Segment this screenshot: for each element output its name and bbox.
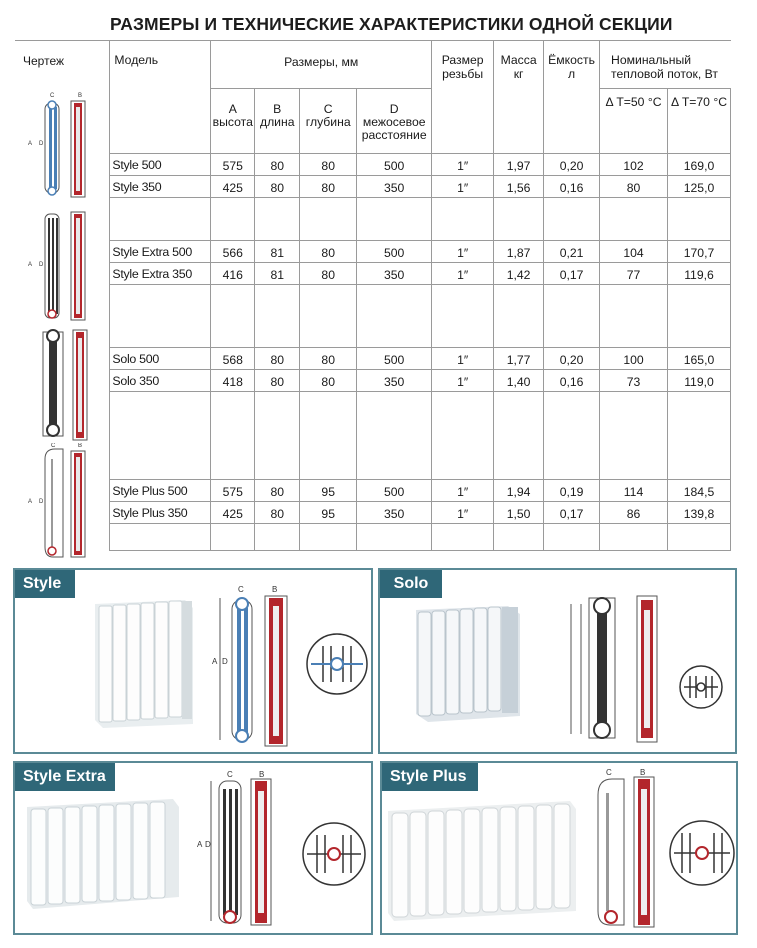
col-c-header (300, 89, 357, 154)
power-header (600, 41, 731, 89)
col-c-letter: C (323, 102, 333, 116)
cell-capacity: 0,17 (544, 263, 600, 285)
cell-capacity: 0,20 (544, 348, 600, 370)
cell-mass: 1,40 (494, 370, 544, 392)
capacity-header-line1: Ёмкость (548, 53, 595, 67)
style-extra-radiator-photo (21, 793, 181, 913)
style-panel (13, 568, 373, 754)
cell-power-dt50: 114 (600, 480, 668, 502)
cell-power-dt50: 86 (600, 502, 668, 524)
power-header-line2: тепловой поток, Вт (611, 67, 718, 81)
style-plus-radiator-photo (384, 793, 579, 923)
model-name: Style Extra 500 (110, 241, 211, 263)
capacity-header (544, 41, 600, 154)
cell-d: 350 (357, 502, 432, 524)
cell-power-dt50: 100 (600, 348, 668, 370)
mass-header (494, 41, 544, 154)
style-detail-circle (305, 632, 369, 696)
cell-capacity: 0,20 (544, 154, 600, 176)
style-extra-detail-circle (301, 821, 367, 887)
svg-text:C: C (238, 585, 244, 594)
cell-mass: 1,50 (494, 502, 544, 524)
col-d-label-1: межосевое (362, 115, 426, 129)
cell-capacity: 0,16 (544, 370, 600, 392)
style-extra-section-diagram (195, 767, 295, 927)
cell-b: 80 (255, 502, 300, 524)
cell-b: 80 (255, 370, 300, 392)
dt50-header: Δ T=50 °C (600, 89, 668, 154)
cell-c: 95 (300, 480, 357, 502)
page-title: РАЗМЕРЫ И ТЕХНИЧЕСКИЕ ХАРАКТЕРИСТИКИ ОДНОЙ СЕКЦИИ (110, 14, 673, 34)
power-header-line1: Номинальный (611, 53, 692, 67)
model-name: Style Extra 350 (110, 263, 211, 285)
spacer-row (15, 392, 731, 480)
cell-a: 575 (211, 154, 255, 176)
col-b-header (255, 89, 300, 154)
cell-thread: 1″ (432, 263, 494, 285)
dimensions-header: Размеры, мм (211, 41, 432, 89)
style-plus-section-drawing (23, 443, 103, 568)
style-extra-panel-label: Style Extra (15, 763, 115, 791)
cell-mass: 1,94 (494, 480, 544, 502)
table-row (15, 480, 731, 502)
cell-power-dt50: 77 (600, 263, 668, 285)
svg-text:C: C (51, 442, 56, 449)
cell-a: 566 (211, 241, 255, 263)
cell-a: 568 (211, 348, 255, 370)
table-row (15, 154, 731, 176)
svg-text:B: B (259, 770, 265, 779)
cell-capacity: 0,16 (544, 176, 600, 198)
svg-text:D: D (39, 498, 44, 505)
svg-text:A: A (28, 261, 33, 268)
cell-capacity: 0,21 (544, 241, 600, 263)
solo-section-diagram (565, 584, 675, 744)
svg-text:D: D (39, 261, 44, 268)
cell-b: 80 (255, 154, 300, 176)
cell-b: 80 (255, 348, 300, 370)
cell-power-dt50: 80 (600, 176, 668, 198)
cell-mass: 1,77 (494, 348, 544, 370)
col-b-letter: B (273, 102, 282, 116)
style-plus-panel (380, 761, 738, 935)
svg-text:D: D (39, 140, 44, 147)
cell-a: 418 (211, 370, 255, 392)
cell-mass: 1,97 (494, 154, 544, 176)
cell-c: 80 (300, 370, 357, 392)
cell-b: 80 (255, 176, 300, 198)
model-name: Style 500 (110, 154, 211, 176)
solo-panel-label: Solo (380, 570, 442, 598)
cell-mass: 1,87 (494, 241, 544, 263)
cell-thread: 1″ (432, 348, 494, 370)
table-row (15, 370, 731, 392)
col-a-label: высота (212, 115, 253, 129)
col-d-label-2: расстояние (361, 128, 427, 142)
cell-b: 81 (255, 263, 300, 285)
cell-power-dt70: 184,5 (667, 480, 730, 502)
spec-table (15, 40, 731, 551)
solo-section-drawing (23, 326, 103, 446)
cell-c: 80 (300, 176, 357, 198)
cell-c: 80 (300, 348, 357, 370)
cell-capacity: 0,17 (544, 502, 600, 524)
svg-text:D: D (222, 657, 228, 666)
svg-text:C: C (227, 770, 233, 779)
cell-mass: 1,56 (494, 176, 544, 198)
cell-d: 500 (357, 480, 432, 502)
model-name: Solo 500 (110, 348, 211, 370)
cell-thread: 1″ (432, 241, 494, 263)
capacity-header-line2: л (568, 67, 576, 81)
col-d-header (357, 89, 432, 154)
cell-thread: 1″ (432, 480, 494, 502)
cell-b: 80 (255, 480, 300, 502)
cell-thread: 1″ (432, 176, 494, 198)
col-a-header (211, 89, 255, 154)
cell-thread: 1″ (432, 154, 494, 176)
cell-thread: 1″ (432, 370, 494, 392)
cell-b: 81 (255, 241, 300, 263)
col-c-label: глубина (305, 115, 351, 129)
cell-d: 500 (357, 241, 432, 263)
cell-c: 80 (300, 241, 357, 263)
mass-header-line2: кг (513, 67, 524, 81)
solo-radiator-photo (410, 600, 525, 725)
svg-text:B: B (78, 92, 83, 99)
cell-c: 80 (300, 154, 357, 176)
table-row (15, 502, 731, 524)
cell-power-dt70: 125,0 (667, 176, 730, 198)
cell-power-dt50: 73 (600, 370, 668, 392)
cell-power-dt70: 169,0 (667, 154, 730, 176)
solo-detail-circle (678, 664, 724, 710)
style-extra-panel (13, 761, 373, 935)
col-a-letter: A (228, 102, 237, 116)
cell-a: 575 (211, 480, 255, 502)
svg-text:A: A (212, 657, 218, 666)
thread-header-line2: резьбы (442, 67, 484, 81)
svg-text:A: A (28, 498, 33, 505)
cell-a: 425 (211, 502, 255, 524)
cell-a: 425 (211, 176, 255, 198)
drawing-header: Чертеж (23, 54, 65, 68)
cell-mass: 1,42 (494, 263, 544, 285)
cell-thread: 1″ (432, 502, 494, 524)
model-header: Модель (110, 41, 211, 154)
svg-text:C: C (50, 92, 55, 99)
model-name: Style Plus 350 (110, 502, 211, 524)
solo-panel (378, 568, 737, 754)
table-row (15, 348, 731, 370)
model-name: Style 350 (110, 176, 211, 198)
spacer-row (15, 285, 731, 348)
table-row (15, 176, 731, 198)
style-radiator-photo (85, 596, 195, 731)
mass-header-line1: Масса (500, 53, 537, 67)
svg-text:D: D (205, 840, 211, 849)
svg-text:B: B (640, 768, 646, 777)
cell-power-dt50: 104 (600, 241, 668, 263)
table-row (15, 263, 731, 285)
cell-c: 80 (300, 263, 357, 285)
style-section-diagram (210, 580, 300, 750)
thread-header-line1: Размер (441, 53, 484, 67)
col-b-label: длина (259, 115, 295, 129)
cell-power-dt70: 139,8 (667, 502, 730, 524)
table-row (15, 241, 731, 263)
cell-power-dt70: 170,7 (667, 241, 730, 263)
spacer-row (15, 198, 731, 241)
svg-text:C: C (606, 768, 612, 777)
cell-c: 95 (300, 502, 357, 524)
svg-text:B: B (272, 585, 278, 594)
model-name: Style Plus 500 (110, 480, 211, 502)
cell-d: 500 (357, 348, 432, 370)
style-panel-label: Style (15, 570, 75, 598)
spacer-row (15, 524, 731, 551)
cell-d: 500 (357, 154, 432, 176)
svg-text:A: A (197, 840, 203, 849)
cell-d: 350 (357, 176, 432, 198)
cell-d: 350 (357, 263, 432, 285)
svg-text:B: B (78, 442, 83, 449)
cell-a: 416 (211, 263, 255, 285)
style-extra-section-drawing (23, 206, 103, 331)
dt70-header: Δ T=70 °C (667, 89, 730, 154)
cell-capacity: 0,19 (544, 480, 600, 502)
cell-power-dt50: 102 (600, 154, 668, 176)
cell-d: 350 (357, 370, 432, 392)
model-name: Solo 350 (110, 370, 211, 392)
style-plus-panel-label: Style Plus (382, 763, 478, 791)
thread-header (432, 41, 494, 154)
col-d-letter: D (389, 102, 399, 116)
style-plus-detail-circle (668, 819, 736, 887)
cell-power-dt70: 165,0 (667, 348, 730, 370)
drawing-column (15, 41, 110, 551)
cell-power-dt70: 119,0 (667, 370, 730, 392)
style-plus-section-diagram (580, 765, 670, 930)
svg-text:A: A (28, 140, 33, 147)
cell-power-dt70: 119,6 (667, 263, 730, 285)
